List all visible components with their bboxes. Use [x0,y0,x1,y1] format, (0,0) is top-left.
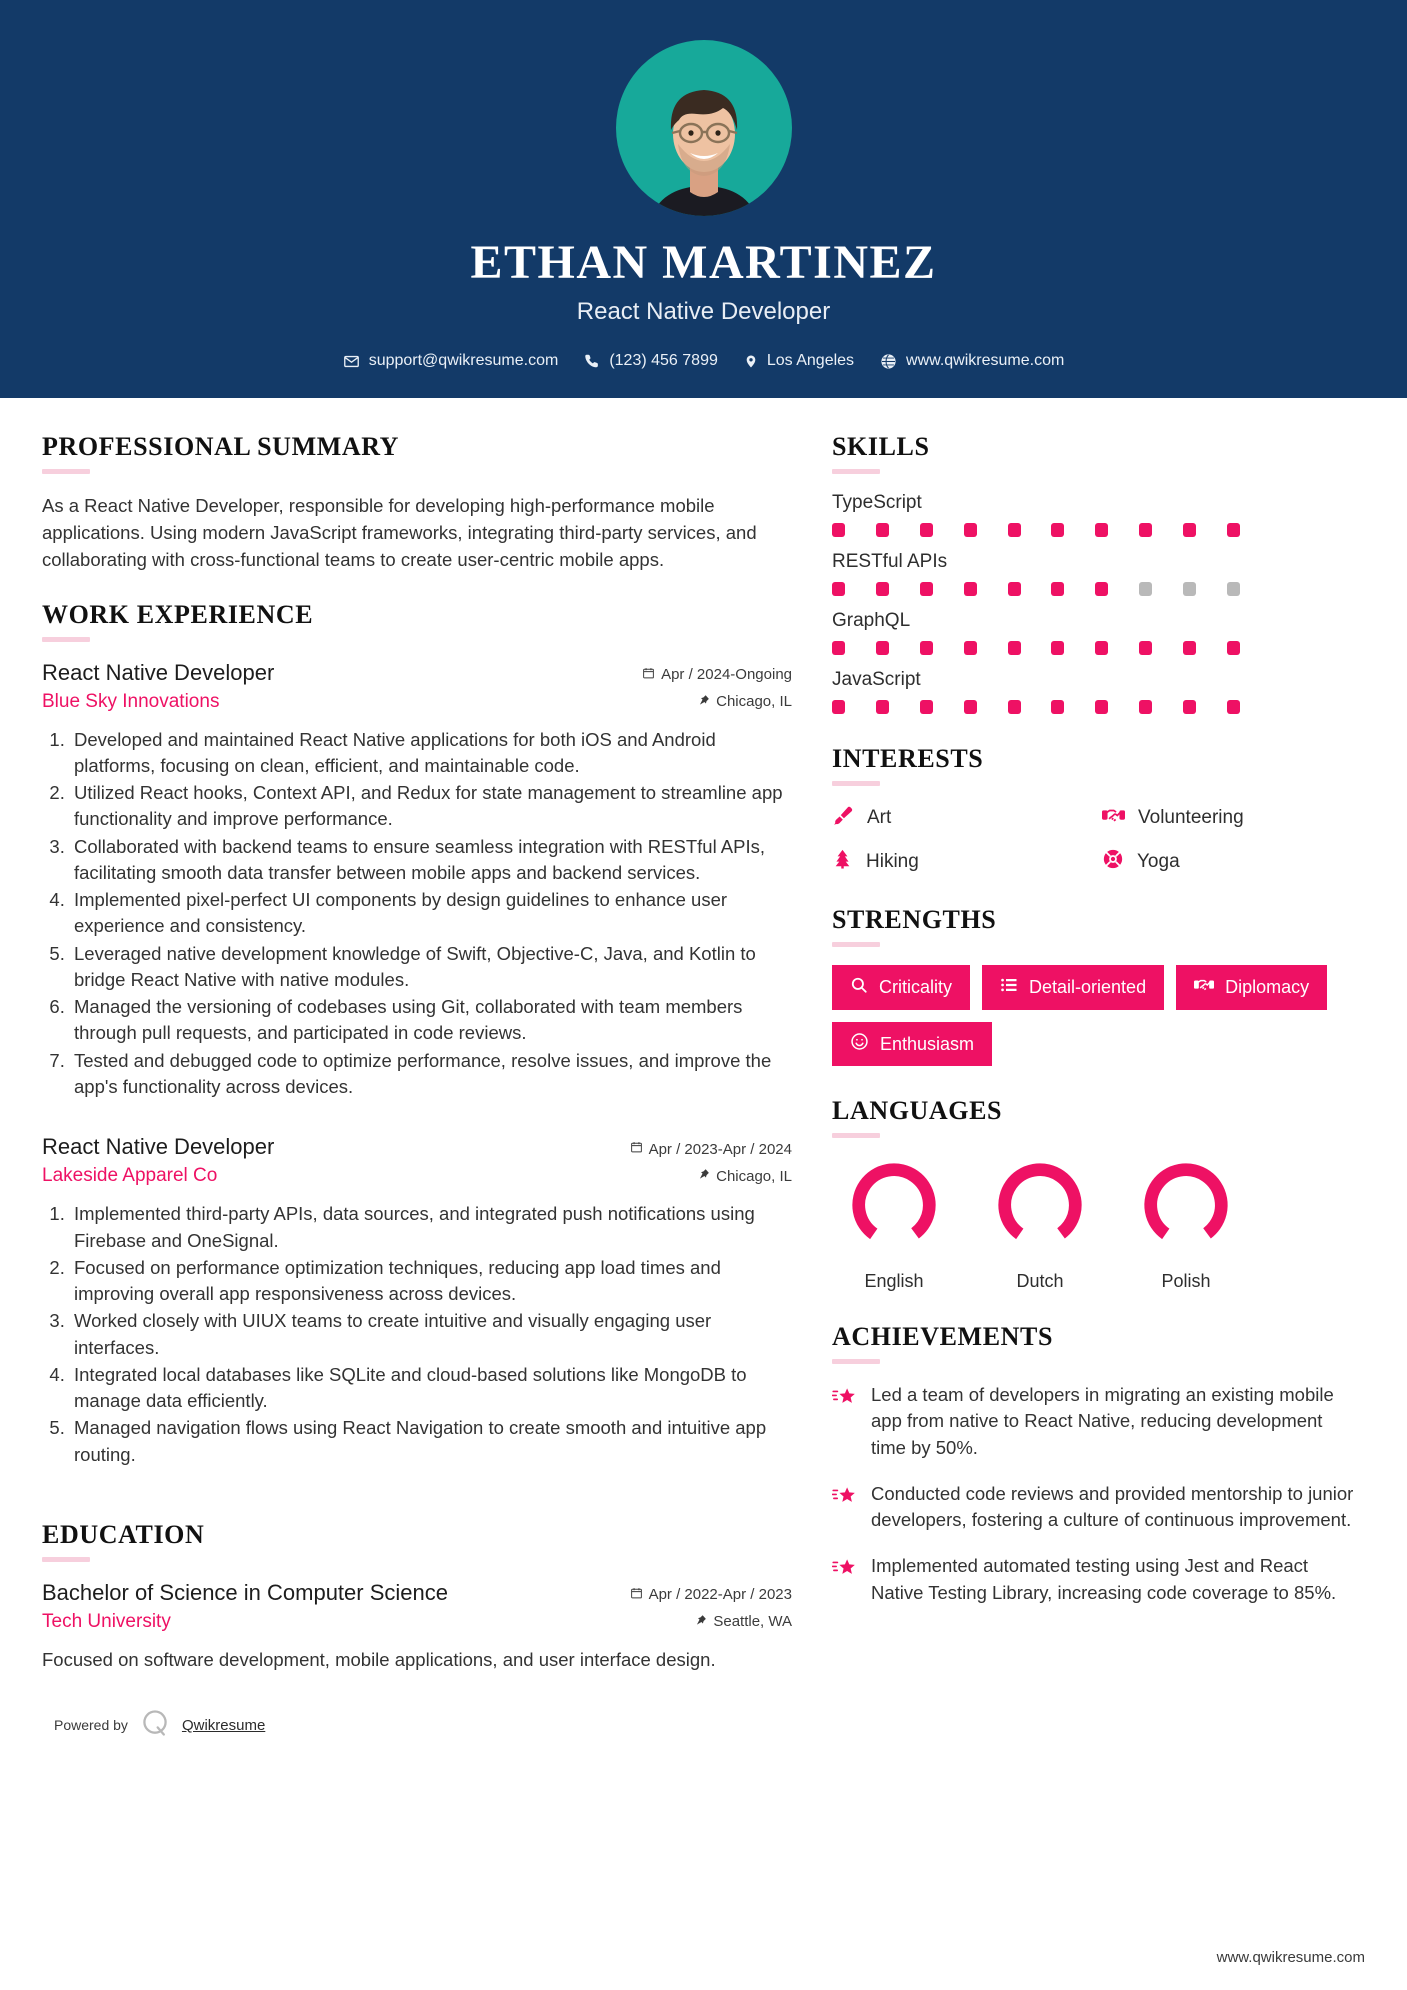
interest-label: Yoga [1137,850,1180,872]
strength-chip-criticality [832,965,970,1010]
handshake-icon [1102,804,1125,832]
work-company: Lakeside Apparel Co [42,1165,218,1187]
skill-item [832,551,1362,596]
skill-dot [964,700,977,714]
education-location-value: Seattle, WA [713,1613,792,1631]
skill-dot [876,700,889,714]
page-title: ETHAN MARTINEZ [470,236,937,289]
skill-item [832,492,1362,537]
section-interests [832,744,1362,875]
skill-dot [832,582,845,596]
section-title-work: WORK EXPERIENCE [42,599,314,629]
skill-dot [920,582,933,596]
languages-list [832,1156,1362,1292]
contact-phone-value: (123) 456 7899 [609,352,718,370]
tree-icon [832,848,853,875]
education-entry [42,1580,792,1674]
skill-label: GraphQL [832,610,911,631]
language-progress-ring [991,1156,1089,1254]
work-location [699,693,792,711]
skill-dot [1095,641,1108,655]
work-location-value: Chicago, IL [716,1167,792,1185]
skill-rating [832,582,1240,596]
education-dates [630,1586,792,1604]
achievement-item [832,1382,1362,1461]
strength-chip-detail-oriented [982,965,1164,1010]
skill-item [832,610,1362,655]
section-education [42,1520,792,1674]
list-item: 2. Focused on performance optimization techniques, reducing app load times and improving overall app responsiveness across devices. [70,1255,792,1308]
skill-label: RESTful APIs [832,551,948,572]
achievement-text: Conducted code reviews and provided mentorship to junior developers, fostering a culture of continuous improvement. [871,1482,1354,1531]
skill-dot [1183,700,1196,714]
work-company: Blue Sky Innovations [42,690,220,712]
work-entry-header [42,1134,792,1160]
skill-rating [832,523,1240,537]
section-rule [42,469,90,474]
skill-dot [1227,700,1240,714]
contact-email[interactable] [343,352,559,370]
work-bullets [42,727,792,1101]
skill-dot [832,641,845,655]
list-icon [1000,976,1018,999]
section-strengths [832,905,1362,1066]
interest-label: Hiking [866,850,919,872]
language-item [1132,1156,1240,1292]
contact-phone[interactable] [584,352,718,370]
contact-website-value: www.qwikresume.com [906,352,1065,370]
resume-header [0,0,1407,398]
section-title-strengths: STRENGTHS [832,905,997,934]
strength-chip-enthusiasm [832,1022,992,1066]
lifebuoy-icon [1102,848,1124,875]
language-label: English [864,1271,924,1291]
language-progress-ring [845,1156,943,1254]
section-languages [832,1096,1362,1292]
work-entry-subheader [42,691,792,713]
list-item: 1. Developed and maintained React Native applications for both iOS and Android platforms, focusing on clean, efficient, and maintainable code. [70,727,792,780]
section-rule [42,637,90,642]
language-item [840,1156,948,1292]
section-rule [832,1133,880,1138]
strength-chip-diplomacy [1176,965,1327,1010]
interest-item [832,848,1092,875]
work-dates [642,666,792,684]
interest-label: Art [867,807,892,828]
handshake-icon [1194,975,1214,1000]
calendar-icon [642,666,655,684]
section-title-summary: PROFESSIONAL SUMMARY [42,432,400,461]
skill-dot [1095,700,1108,714]
skill-dot [1095,582,1108,596]
skill-dot [1139,641,1152,655]
skill-dot [1139,700,1152,714]
section-work-experience [42,600,792,1468]
education-degree: Bachelor of Science in Computer Science [42,1579,448,1605]
work-dates-value: Apr / 2023-Apr / 2024 [648,1140,792,1158]
strength-label: Diplomacy [1225,977,1310,997]
skill-dot [920,523,933,537]
section-rule [42,1557,90,1562]
education-description: Focused on software development, mobile applications, and user interface design. [42,1648,716,1670]
shooting-star-icon [832,1556,857,1586]
achievement-item [832,1553,1362,1606]
pin-icon [699,1167,710,1185]
interest-label: Volunteering [1138,807,1244,828]
shooting-star-icon [832,1484,857,1514]
strength-label: Criticality [879,977,953,997]
powered-by [42,1708,792,1743]
language-item [986,1156,1094,1292]
list-item: 5. Managed navigation flows using React Navigation to create smooth and intuitive app routing. [70,1415,792,1468]
pin-icon [699,693,710,711]
skill-dot [1095,523,1108,537]
skill-dot [1183,641,1196,655]
skill-dot [876,523,889,537]
section-title-education: EDUCATION [42,1519,205,1549]
job-role-subtitle: React Native Developer [576,298,831,326]
section-title-languages: LANGUAGES [832,1096,1003,1125]
skill-dot [1139,582,1152,596]
calendar-icon [630,1140,643,1158]
education-location [696,1613,792,1631]
phone-icon [584,353,600,369]
pin-icon [696,1613,707,1631]
interest-item [832,804,1092,832]
work-location-value: Chicago, IL [716,693,792,711]
education-school: Tech University [42,1610,171,1632]
strengths-list [832,965,1362,1066]
skill-dot [1008,641,1021,655]
skill-rating [832,700,1240,714]
work-entry-header [42,660,792,686]
skill-dot [964,582,977,596]
shooting-star-icon [832,1385,857,1415]
contact-website[interactable] [880,352,1064,370]
skill-rating [832,641,1240,655]
list-item: 6. Managed the versioning of codebases using Git, collaborated with team members through pull requests, and participated in code reviews. [70,994,792,1047]
section-title-interests: INTERESTS [832,744,984,773]
work-entry-subheader [42,1165,792,1187]
section-rule [832,469,880,474]
list-item: 7. Tested and debugged code to optimize performance, resolve issues, and improve the app's functionality across devices. [70,1048,792,1101]
skill-dot [1227,523,1240,537]
skill-dot [876,641,889,655]
skill-dot [1008,700,1021,714]
search-icon [850,976,868,999]
contact-location [744,352,854,370]
section-title-skills: SKILLS [832,432,930,461]
section-title-achievements: ACHIEVEMENTS [832,1322,1054,1351]
list-item: 2. Utilized React hooks, Context API, and Redux for state management to streamline app functionality and improve performance. [70,780,792,833]
section-professional-summary [42,432,792,574]
work-job-title: React Native Developer [42,659,275,685]
resume-body [0,398,1407,1743]
achievement-item [832,1481,1362,1534]
contact-row [343,352,1065,370]
skill-dot [1008,582,1021,596]
language-label: Dutch [1016,1271,1064,1291]
section-skills [832,432,1362,714]
skill-label: JavaScript [832,669,921,690]
skill-dot [1227,582,1240,596]
skill-dot [832,700,845,714]
contact-location-value: Los Angeles [766,352,855,370]
work-entry [42,1134,792,1468]
calendar-icon [630,1586,643,1604]
language-progress-ring [1137,1156,1235,1254]
section-rule [832,781,880,786]
strength-label: Detail-oriented [1029,977,1147,997]
skill-dot [920,700,933,714]
education-entry-subheader [42,1611,792,1633]
list-item: 3. Collaborated with backend teams to ensure seamless integration with RESTful APIs, facilitating smooth data transfer between mobile apps and backend services. [70,834,792,887]
skill-dot [1051,641,1064,655]
work-entry [42,660,792,1101]
left-column [42,432,792,1743]
section-rule [832,1359,880,1364]
smiley-icon [850,1032,869,1056]
section-achievements [832,1322,1362,1606]
skill-dot [1051,582,1064,596]
skill-dot [1139,523,1152,537]
list-item: 5. Leveraged native development knowledge of Swift, Objective-C, Java, and Kotlin to bridge React Native with native modules. [70,941,792,994]
strength-label: Enthusiasm [880,1033,975,1054]
work-bullets [42,1201,792,1468]
skill-dot [832,523,845,537]
work-job-title: React Native Developer [42,1134,275,1160]
page-footer-url: www.qwikresume.com [1216,1949,1365,1966]
work-dates-value: Apr / 2024-Ongoing [661,666,792,684]
summary-text: As a React Native Developer, responsible for developing high-performance mobile applications. Using modern JavaScript frameworks, integrating third-party services, and collaborating with cross-functional teams to create user-centric mobile apps. [42,495,757,571]
avatar-photo [638,54,770,216]
powered-by-label: Powered by [54,1717,128,1734]
list-item: 4. Implemented pixel-perfect UI components by design guidelines to enhance user experience and consistency. [70,887,792,940]
email-icon [343,353,360,370]
avatar [616,40,792,216]
skill-dot [1183,582,1196,596]
achievement-text: Led a team of developers in migrating an existing mobile app from native to React Native, reducing development time by 50%. [871,1384,1334,1458]
qwikresume-logo-icon [140,1708,170,1743]
list-item: 3. Worked closely with UIUX teams to create intuitive and visually engaging user interfaces. [70,1308,792,1361]
interests-grid [832,804,1362,875]
interest-item [1102,804,1362,832]
right-column [832,432,1362,1743]
skill-dot [1051,700,1064,714]
list-item: 1. Implemented third-party APIs, data sources, and integrated push notifications using Firebase and OneSignal. [70,1201,792,1254]
skill-label: TypeScript [832,492,922,513]
work-location [699,1167,792,1185]
location-icon [744,353,758,370]
skill-dot [876,582,889,596]
section-rule [832,942,880,947]
work-dates [630,1140,792,1158]
skill-item [832,669,1362,714]
skill-dot [920,641,933,655]
skill-dot [964,523,977,537]
language-label: Polish [1161,1271,1211,1291]
achievement-text: Implemented automated testing using Jest and React Native Testing Library, increasing code coverage to 85%. [871,1555,1337,1603]
skill-dot [964,641,977,655]
list-item: 4. Integrated local databases like SQLite and cloud-based solutions like MongoDB to manage data efficiently. [70,1362,792,1415]
skill-dot [1051,523,1064,537]
globe-icon [880,353,897,370]
interest-item [1102,848,1362,875]
qwikresume-link[interactable]: Qwikresume [181,1716,266,1734]
skill-dot [1008,523,1021,537]
education-entry-header [42,1580,792,1606]
education-dates-value: Apr / 2022-Apr / 2023 [648,1586,792,1604]
skill-dot [1227,641,1240,655]
contact-email-value: support@qwikresume.com [368,352,559,370]
paintbrush-icon [832,805,854,832]
skill-dot [1183,523,1196,537]
